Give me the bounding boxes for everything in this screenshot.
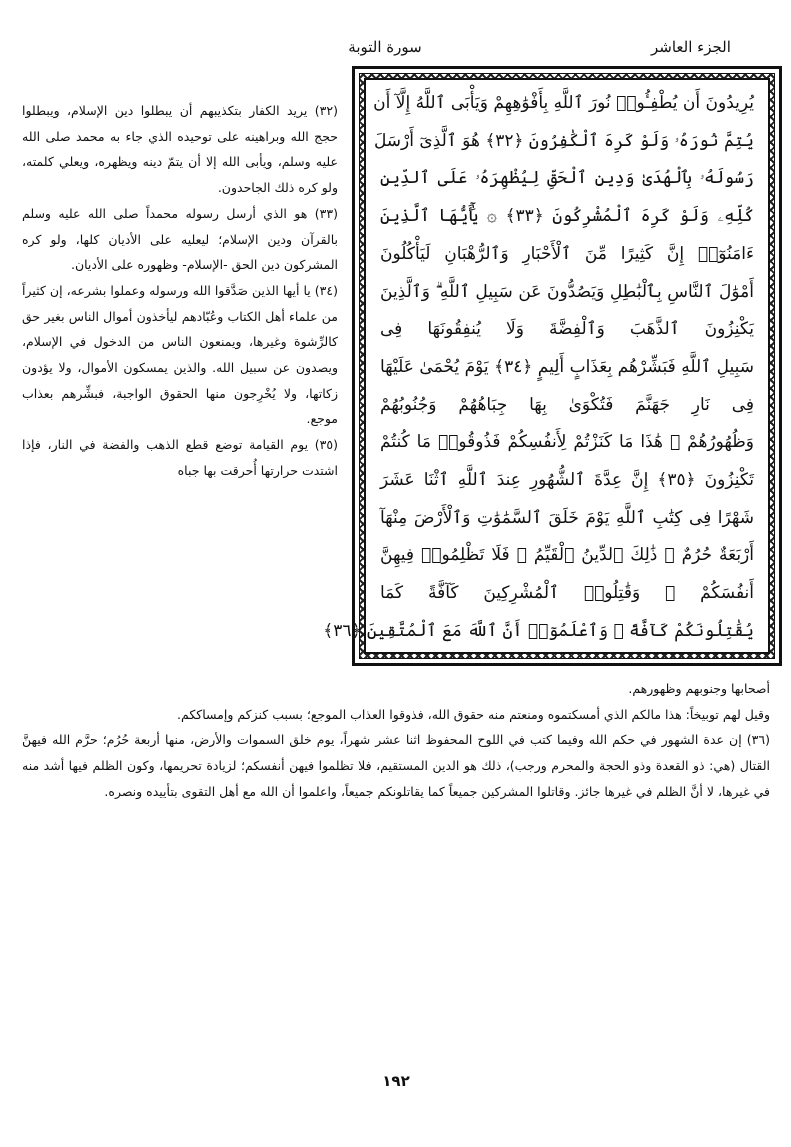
quran-line: سَبِيلِ ٱللَّهِ فَبَشِّرْهُم بِعَذَابٍ أَلِيمٍ ﴿٣٤﴾ يَوْمَ يُحْمَىٰ عَلَيْهَا [380,356,754,377]
quran-line: يُتِمَّ نُورَهُۥ وَلَوْ كَرِهَ ٱلْكَٰفِرُونَ ﴿٣٢﴾ هُوَ ٱلَّذِىٓ أَرْسَلَ [373,130,754,151]
quran-line: فِى نَارِ جَهَنَّمَ فَتُكْوَىٰ بِهَا جِبَاهُهُمْ وَجُنُوبُهُمْ [380,394,754,415]
quran-line: وَظُهُورُهُمْ ۖ هَٰذَا مَا كَنَزْتُمْ لِأَنفُسِكُمْ فَذُوقُوا۟ مَا كُنتُمْ [380,432,754,453]
quran-line: أَمْوَٰلَ ٱلنَّاسِ بِٱلْبَٰطِلِ وَيَصُدُّونَ عَن سَبِيلِ ٱللَّهِ ۗ وَٱلَّذِينَ [380,281,754,302]
quran-line: أَرْبَعَةٌ حُرُمٌ ۚ ذَٰلِكَ ٱلدِّينُ ٱلْقَيِّمُ ۚ فَلَا تَظْلِمُوا۟ فِيهِنَّ [380,545,754,566]
quran-line: يُقَٰتِلُونَكُمْ كَآفَّةً ۚ وَٱعْلَمُوٓا۟ أَنَّ ٱللَّهَ مَعَ ٱلْمُتَّقِينَ ﴿٣٦﴾ [323,620,754,641]
quran-line: ءَامَنُوٓا۟ إِنَّ كَثِيرًا مِّنَ ٱلْأَحْبَارِ وَٱلرُّهْبَانِ لَيَأْكُلُونَ [380,243,754,264]
commentary-paragraph: (٣٥) يوم القيامة توضع قطع الذهب والفضة في النار، فإذا اشتدت حرارتها أُحرقت بها جباه [22,437,338,478]
quran-text-block [323,78,770,654]
quran-frame [323,66,782,666]
commentary-paragraph: (٣٢) يريد الكفار بتكذيبهم أن يبطلوا دين الإسلام، ويبطلوا حجج الله وبراهينه على توحيده الذي جاء به محمد صلى الله عليه وسلم، ويأبى الله إلا أن يتمّ دينه ويظهره، ويعلي كلمته، ولو كره ذلك الجاحدون. [22,103,338,196]
page-number: ١٩٢ [382,1072,410,1090]
ornamental-border [323,73,775,659]
quran-line: شَهْرًا فِى كِتَٰبِ ٱللَّهِ يَوْمَ خَلَقَ ٱلسَّمَٰوَٰتِ وَٱلْأَرْضَ مِنْهَآ [380,507,754,528]
commentary-full-width [22,676,770,805]
surah-header: سورة التوبة [348,38,422,56]
quran-line: أَنفُسَكُمْ ۚ وَقَٰتِلُوا۟ ٱلْمُشْرِكِينَ كَآفَّةً كَمَا [380,583,754,604]
commentary-paragraph: (٣٦) إن عدة الشهور في حكم الله وفيما كتب في اللوح المحفوظ اثنا عشر شهراً، يوم خلق السموات والأرض، منها أربعة حُرُم؛ حرَّم الله فيهنَّ القتال (هي: ذو القعدة وذو الحجة والمحرم ورجب)، ذلك هو الدين المستقيم، فلا تظلموا فيهن أنفسكم؛ لزيادة تحريمها، وكون الظلم فيها أشد منه في غيرها، لا أنَّ الظلم في غيرها جائز. وقاتلوا المشركين جميعاً كما يقاتلونكم جميعاً، واعلموا أن الله مع أهل التقوى بتأييده ونصره. [22,732,770,799]
commentary-side-column [22,98,338,484]
commentary-paragraph: وقيل لهم توبيخاً: هذا مالكم الذي أمسكتموه ومنعتم منه حقوق الله، فذوقوا العذاب الموجع؛ بسبب كنزكم وإمساككم. [177,706,770,722]
quran-line: يَكْنِزُونَ ٱلذَّهَبَ وَٱلْفِضَّةَ وَلَا يُنفِقُونَهَا فِى [380,319,754,340]
commentary-paragraph: (٣٣) هو الذي أرسل رسوله محمداً صلى الله عليه وسلم بالقرآن ودين الإسلام؛ ليعليه على الأديان كلها، ولو كره المشركون دين الحق -الإسلام- وظهوره على الأديان. [22,205,338,273]
quran-line: كُلِّهِۦ وَلَوْ كَرِهَ ٱلْمُشْرِكُونَ ﴿٣٣﴾ ۞ يَٰٓأَيُّهَا ٱلَّذِينَ [380,206,754,227]
quran-line: يُرِيدُونَ أَن يُطْفِـُٔوا۟ نُورَ ٱللَّهِ بِأَفْوَٰهِهِمْ وَيَأْبَى ٱللَّهُ إِلَّآ أَن [373,93,754,113]
juz-header: الجزء العاشر [651,38,731,56]
quran-line: تَكْنِزُونَ ﴿٣٥﴾ إِنَّ عِدَّةَ ٱلشُّهُورِ عِندَ ٱللَّهِ ٱثْنَا عَشَرَ [380,470,754,491]
commentary-paragraph: (٣٤) يا أيها الذين صَدَّقوا الله ورسوله وعملوا بشرعه، إن كثيراً من علماء أهل الكتاب وعُبّادهم ليأخذون أموال الناس بغير حق كالرِّشوة وغيرها، ويمنعون الناس من الدخول في الإسلام، ويصدون عن سبيل الله. والذين يمسكون الأموال، ولا يؤدون زكاتها، ولا يُخْرِجون منها الحقوق الواجبة، فبشِّرهم بعذاب موجع. [22,282,338,427]
commentary-paragraph: أصحابها وجنوبهم وظهورهم. [628,681,770,696]
quran-line: رَسُولَهُۥ بِٱلْهُدَىٰ وَدِينِ ٱلْحَقِّ لِيُظْهِرَهُۥ عَلَى ٱلدِّينِ [380,168,754,189]
